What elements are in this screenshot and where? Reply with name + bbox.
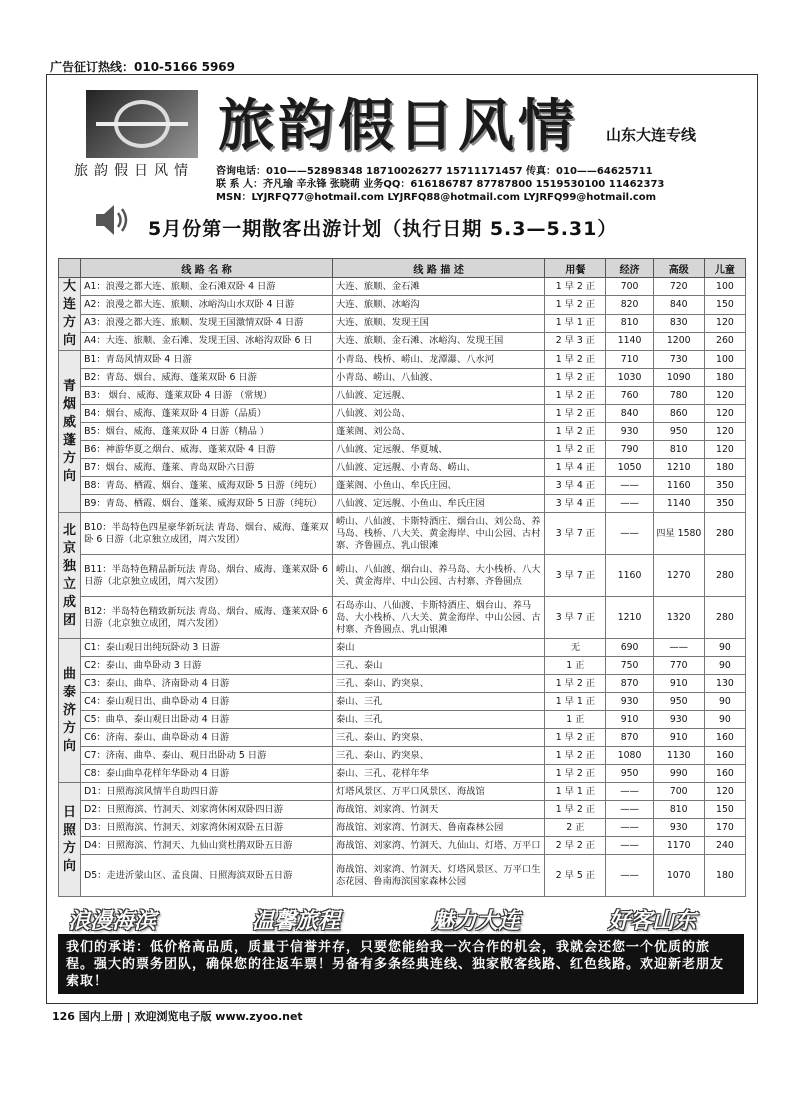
route-name: B2：青岛、烟台、威海、蓬莱双卧 6 日游 [81, 369, 333, 387]
header-desc: 线 路 描 述 [332, 259, 544, 278]
price-child: 90 [704, 657, 745, 675]
price-economy: 820 [606, 296, 653, 314]
table-row [59, 477, 746, 495]
brand-title: 旅韵假日风情 [218, 93, 578, 159]
route-desc: 三孔、泰山 [332, 657, 544, 675]
route-desc: 大连、旅顺、冰峪沟 [332, 296, 544, 314]
route-desc: 大连、旅顺、金石滩 [332, 278, 544, 296]
table-row [59, 441, 746, 459]
route-name: A3：浪漫之都大连、旅顺、发现王国激情双卧 4 日游 [81, 314, 333, 332]
price-child: 150 [704, 801, 745, 819]
header-meal: 用餐 [545, 259, 606, 278]
price-child: 350 [704, 477, 745, 495]
price-economy: 1080 [606, 747, 653, 765]
price-premium: 910 [653, 675, 704, 693]
route-meal: 3 早 7 正 [545, 555, 606, 597]
price-child: 150 [704, 296, 745, 314]
table-header-row [59, 259, 746, 278]
route-name: A4：大连、旅顺、金石滩、发现王国、冰峪沟双卧 6 日 [81, 332, 333, 350]
route-name: B4：烟台、威海、蓬莱双卧 4 日游（品质） [81, 405, 333, 423]
route-name: D4：日照海滨、竹洞天、九仙山赏杜鹃双卧五日游 [81, 837, 333, 855]
price-economy: 760 [606, 387, 653, 405]
price-economy: 1050 [606, 459, 653, 477]
table-row [59, 314, 746, 332]
price-premium: 910 [653, 729, 704, 747]
table-row [59, 801, 746, 819]
group-label: 大连方向 [59, 278, 81, 351]
route-name: B5：烟台、威海、蓬莱双卧 4 日游（精品 ） [81, 423, 333, 441]
price-economy: 750 [606, 657, 653, 675]
price-economy: 870 [606, 729, 653, 747]
price-child: 120 [704, 423, 745, 441]
table-row [59, 675, 746, 693]
speaker-icon [92, 200, 132, 240]
route-name: C2：泰山、曲阜卧动 3 日游 [81, 657, 333, 675]
price-child: 120 [704, 314, 745, 332]
route-meal: 1 正 [545, 657, 606, 675]
price-premium: 1200 [653, 332, 704, 350]
price-economy: —— [606, 477, 653, 495]
route-desc: 八仙渡、定远舰、小青岛、崂山、 [332, 459, 544, 477]
price-child: 120 [704, 387, 745, 405]
slogan-2: 温馨旅程 [252, 908, 341, 934]
route-desc: 海战馆、刘家湾、竹洞天、鲁南森林公园 [332, 819, 544, 837]
route-desc: 蓬莱阁、小鱼山、牟氏庄园、 [332, 477, 544, 495]
route-name: D3：日照海滨、竹洞天、刘家湾休闲双卧五日游 [81, 819, 333, 837]
price-economy: —— [606, 819, 653, 837]
price-economy: 950 [606, 765, 653, 783]
price-child: 180 [704, 369, 745, 387]
price-child: 280 [704, 597, 745, 639]
route-name: C6：济南、泰山、曲阜卧动 4 日游 [81, 729, 333, 747]
price-child: 260 [704, 332, 745, 350]
route-desc: 三孔、泰山、趵突泉、 [332, 729, 544, 747]
table-row [59, 555, 746, 597]
price-economy: —— [606, 801, 653, 819]
slogan-3: 魅力大连 [432, 908, 521, 934]
table-row [59, 819, 746, 837]
group-label: 曲泰济方向 [59, 639, 81, 783]
route-name: D5：走进沂蒙山区、孟良崮、日照海滨双卧五日游 [81, 855, 333, 897]
table-row [59, 747, 746, 765]
price-child: 180 [704, 459, 745, 477]
table-row [59, 711, 746, 729]
route-table-body [59, 278, 746, 897]
route-name: C5：曲阜、泰山观日出卧动 4 日游 [81, 711, 333, 729]
table-row [59, 597, 746, 639]
price-premium: 1170 [653, 837, 704, 855]
price-child: 120 [704, 783, 745, 801]
route-name: C7：济南、曲阜、泰山、观日出卧动 5 日游 [81, 747, 333, 765]
route-meal: 1 早 2 正 [545, 423, 606, 441]
price-economy: 910 [606, 711, 653, 729]
route-name: B12：半岛特色精致新玩法 青岛、烟台、威海、蓬莱双卧 6 日游（北京独立成团，周六发团） [81, 597, 333, 639]
table-row [59, 387, 746, 405]
table-row [59, 423, 746, 441]
price-child: 90 [704, 693, 745, 711]
price-economy: 1140 [606, 332, 653, 350]
table-row [59, 855, 746, 897]
route-desc: 小青岛、栈桥、崂山、龙潭瀑、八水河 [332, 351, 544, 369]
price-premium: 1130 [653, 747, 704, 765]
price-child: 160 [704, 765, 745, 783]
group-label: 北京独立成团 [59, 513, 81, 639]
route-meal: 2 早 2 正 [545, 837, 606, 855]
price-child: 280 [704, 513, 745, 555]
price-economy: —— [606, 855, 653, 897]
price-economy: 700 [606, 278, 653, 296]
table-row [59, 693, 746, 711]
route-meal: 1 早 2 正 [545, 405, 606, 423]
price-premium: 770 [653, 657, 704, 675]
price-premium: 四星 1580 [653, 513, 704, 555]
route-desc: 八仙渡、定远舰、华夏城、 [332, 441, 544, 459]
price-economy: —— [606, 837, 653, 855]
price-premium: 1090 [653, 369, 704, 387]
route-meal: 1 早 2 正 [545, 801, 606, 819]
price-premium: 930 [653, 711, 704, 729]
route-desc: 泰山、三孔 [332, 711, 544, 729]
route-meal: 1 早 2 正 [545, 387, 606, 405]
header-name: 线 路 名 称 [81, 259, 333, 278]
route-meal: 2 早 5 正 [545, 855, 606, 897]
route-meal: 2 正 [545, 819, 606, 837]
table-row [59, 459, 746, 477]
route-meal: 1 早 1 正 [545, 693, 606, 711]
header-group [59, 259, 81, 278]
price-premium: 730 [653, 351, 704, 369]
price-economy: —— [606, 783, 653, 801]
route-meal: 3 早 7 正 [545, 513, 606, 555]
header-kid: 儿童 [704, 259, 745, 278]
route-table [58, 258, 746, 897]
price-premium: 810 [653, 441, 704, 459]
route-desc: 泰山、三孔、花样年华 [332, 765, 544, 783]
price-child: 90 [704, 639, 745, 657]
price-child: 180 [704, 855, 745, 897]
table-row [59, 495, 746, 513]
table-row [59, 765, 746, 783]
contact-phone: 咨询电话：010——52898348 18710026277 15711171457 传真：010——64625711 [216, 166, 653, 177]
table-row [59, 513, 746, 555]
page-footer: 126 国内上册 | 欢迎浏览电子版 www.zyoo.net [52, 1010, 303, 1023]
price-premium: 860 [653, 405, 704, 423]
table-row [59, 837, 746, 855]
price-child: 120 [704, 441, 745, 459]
logo-caption: 旅韵假日风情 [74, 163, 194, 179]
route-desc: 石岛赤山、八仙渡、卡斯特酒庄、烟台山、养马岛、大小栈桥、八大关、黄金海岸、中山公园、古村寨、齐鲁圆点、乳山银滩 [332, 597, 544, 639]
route-desc: 大连、旅顺、金石滩、冰峪沟、发现王国 [332, 332, 544, 350]
price-economy: 710 [606, 351, 653, 369]
header-high: 高级 [653, 259, 704, 278]
route-desc: 崂山、八仙渡、烟台山、养马岛、大小栈桥、八大关、黄金海岸、中山公园、古村寨、齐鲁圆点 [332, 555, 544, 597]
route-meal: 2 早 3 正 [545, 332, 606, 350]
table-row [59, 278, 746, 296]
company-logo [86, 90, 198, 158]
route-meal: 1 早 4 正 [545, 459, 606, 477]
route-desc: 小青岛、崂山、八仙渡、 [332, 369, 544, 387]
price-economy: —— [606, 495, 653, 513]
price-economy: 1160 [606, 555, 653, 597]
table-row [59, 729, 746, 747]
slogan-1: 浪漫海滨 [68, 908, 157, 934]
price-child: 160 [704, 747, 745, 765]
route-desc: 八仙渡、定远舰、小鱼山、牟氏庄园 [332, 495, 544, 513]
route-meal: 1 早 2 正 [545, 296, 606, 314]
route-meal: 3 早 7 正 [545, 597, 606, 639]
route-name: B11：半岛特色精品新玩法 青岛、烟台、威海、蓬莱双卧 6 日游（北京独立成团，周六发团） [81, 555, 333, 597]
price-premium: 1070 [653, 855, 704, 897]
route-desc: 三孔、泰山、趵突泉、 [332, 747, 544, 765]
table-row [59, 351, 746, 369]
route-meal: 1 正 [545, 711, 606, 729]
price-child: 130 [704, 675, 745, 693]
route-name: B6：神游华夏之烟台、威海、蓬莱双卧 4 日游 [81, 441, 333, 459]
price-premium: 930 [653, 819, 704, 837]
route-meal: 1 早 2 正 [545, 729, 606, 747]
header-eco: 经济 [606, 259, 653, 278]
route-name: C3：泰山、曲阜、济南卧动 4 日游 [81, 675, 333, 693]
price-economy: 1030 [606, 369, 653, 387]
price-premium: 1140 [653, 495, 704, 513]
route-name: B8：青岛、栖霞、烟台、蓬莱、威海双卧 5 日游（纯玩） [81, 477, 333, 495]
route-meal: 1 早 2 正 [545, 278, 606, 296]
price-premium: 840 [653, 296, 704, 314]
route-name: D2：日照海滨、竹洞天、刘家湾休闲双卧四日游 [81, 801, 333, 819]
route-meal: 1 早 1 正 [545, 314, 606, 332]
table-row [59, 296, 746, 314]
price-premium: 700 [653, 783, 704, 801]
price-premium: 830 [653, 314, 704, 332]
route-name: D1：日照海滨风情半自助四日游 [81, 783, 333, 801]
table-row [59, 369, 746, 387]
table-row [59, 332, 746, 350]
route-meal: 1 早 2 正 [545, 369, 606, 387]
price-child: 90 [704, 711, 745, 729]
route-name: B7：烟台、威海、蓬莱、青岛双卧六日游 [81, 459, 333, 477]
price-premium: 990 [653, 765, 704, 783]
price-economy: —— [606, 513, 653, 555]
contact-msn: MSN：LYJRFQ77@hotmail.com LYJRFQ88@hotmail.com LYJRFQ99@hotmail.com [216, 192, 657, 203]
route-desc: 八仙渡、定远舰、 [332, 387, 544, 405]
price-economy: 930 [606, 693, 653, 711]
route-meal: 1 早 2 正 [545, 675, 606, 693]
price-child: 160 [704, 729, 745, 747]
price-child: 350 [704, 495, 745, 513]
plan-title: 5月份第一期散客出游计划（执行日期 5.3—5.31） [148, 218, 618, 240]
route-name: B10：半岛特色四星豪华新玩法 青岛、烟台、威海、蓬莱双卧 6 日游（北京独立成团，周六发团） [81, 513, 333, 555]
price-premium: 810 [653, 801, 704, 819]
price-economy: 790 [606, 441, 653, 459]
route-meal: 3 早 4 正 [545, 495, 606, 513]
route-name: A2：浪漫之都大连、旅顺、冰峪沟山水双卧 4 日游 [81, 296, 333, 314]
route-name: A1：浪漫之都大连、旅顺、金石滩双卧 4 日游 [81, 278, 333, 296]
route-desc: 泰山 [332, 639, 544, 657]
contact-people: 联 系 人：齐凡瑜 辛永锋 张晓萌 业务QQ：616186787 87787800 1519530100 11462373 [216, 179, 665, 190]
price-premium: 1320 [653, 597, 704, 639]
route-desc: 海战馆、刘家湾、竹洞天 [332, 801, 544, 819]
route-desc: 泰山、三孔 [332, 693, 544, 711]
price-premium: 720 [653, 278, 704, 296]
route-desc: 蓬莱阁、刘公岛、 [332, 423, 544, 441]
route-meal: 1 早 2 正 [545, 747, 606, 765]
route-name: C1：泰山观日出纯玩卧动 3 日游 [81, 639, 333, 657]
price-economy: 840 [606, 405, 653, 423]
price-premium: 950 [653, 423, 704, 441]
route-meal: 3 早 4 正 [545, 477, 606, 495]
route-name: C8：泰山曲阜花样年华卧动 4 日游 [81, 765, 333, 783]
price-child: 240 [704, 837, 745, 855]
route-desc: 海战馆、刘家湾、竹洞天、九仙山、灯塔、万平口 [332, 837, 544, 855]
route-desc: 八仙渡、刘公岛、 [332, 405, 544, 423]
route-meal: 1 早 1 正 [545, 783, 606, 801]
route-meal: 1 早 2 正 [545, 441, 606, 459]
price-child: 170 [704, 819, 745, 837]
price-premium: 780 [653, 387, 704, 405]
route-desc: 灯塔风景区、万平口风景区、海战馆 [332, 783, 544, 801]
price-premium: —— [653, 639, 704, 657]
price-economy: 1210 [606, 597, 653, 639]
price-child: 280 [704, 555, 745, 597]
price-economy: 870 [606, 675, 653, 693]
table-row [59, 639, 746, 657]
route-desc: 大连、旅顺、发现王国 [332, 314, 544, 332]
price-premium: 950 [653, 693, 704, 711]
price-premium: 1270 [653, 555, 704, 597]
group-label: 日照方向 [59, 783, 81, 897]
route-desc: 海战馆、刘家湾、竹洞天、灯塔风景区、万平口生态花园、鲁南海滨国家森林公园 [332, 855, 544, 897]
route-name: B9：青岛、栖霞、烟台、蓬莱、威海双卧 5 日游（纯玩） [81, 495, 333, 513]
promise-box: 我们的承诺：低价格高品质，质量于信誉并存，只要您能给我一次合作的机会，我就会还您一个优质的旅程。强大的票务团队，确保您的往返车票！另备有多条经典连线、独家散客线路、红色线路。欢迎新老朋友索取！ [58, 934, 744, 994]
table-row [59, 783, 746, 801]
route-meal: 无 [545, 639, 606, 657]
route-desc: 三孔、泰山、趵突泉、 [332, 675, 544, 693]
slogan-4: 好客山东 [608, 908, 697, 934]
price-child: 100 [704, 351, 745, 369]
route-name: B1：青岛风情双卧 4 日游 [81, 351, 333, 369]
group-label: 青烟威蓬方向 [59, 351, 81, 513]
table-row [59, 405, 746, 423]
price-economy: 930 [606, 423, 653, 441]
price-economy: 810 [606, 314, 653, 332]
route-meal: 1 早 2 正 [545, 765, 606, 783]
price-premium: 1160 [653, 477, 704, 495]
route-meal: 1 早 2 正 [545, 351, 606, 369]
price-premium: 1210 [653, 459, 704, 477]
ad-hotline: 广告征订热线：010-5166 5969 [50, 60, 236, 74]
price-child: 120 [704, 405, 745, 423]
price-child: 100 [704, 278, 745, 296]
route-name: C4：泰山观日出、曲阜卧动 4 日游 [81, 693, 333, 711]
brand-subtitle: 山东大连专线 [606, 126, 697, 144]
route-desc: 崂山、八仙渡、卡斯特酒庄、烟台山、刘公岛、养马岛、栈桥、八大关、黄金海岸、中山公园、古村寨、齐鲁圆点、乳山银滩 [332, 513, 544, 555]
price-economy: 690 [606, 639, 653, 657]
table-row [59, 657, 746, 675]
route-name: B3： 烟台、威海、蓬莱双卧 4 日游 （常规） [81, 387, 333, 405]
